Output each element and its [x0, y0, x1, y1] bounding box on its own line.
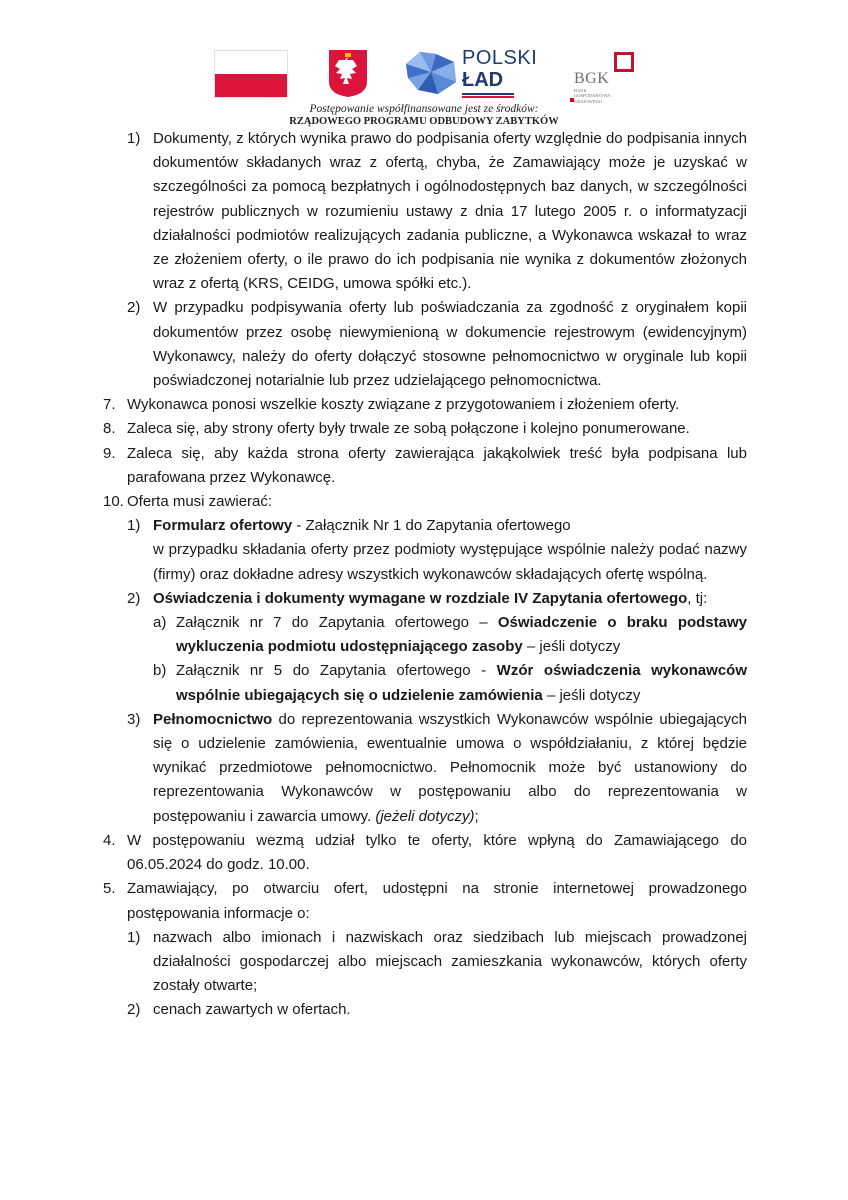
list-item: 8. Zaleca się, aby strony oferty były trwale ze sobą połączone i kolejno ponumerowane. — [103, 420, 690, 438]
list-item: 9. Zaleca się, aby każda strona oferty zawierająca jakąkolwiek treść była podpisana lub parafowana przez Wykonawcę. — [103, 444, 747, 486]
page-header — [0, 46, 848, 106]
list-item: 1) Formularz ofertowy - Załącznik Nr 1 do Zapytania ofertowego w przypadku składania oferty przez podmioty występujące wspólnie należy podać nazwy (firmy) oraz dokładne adresy wszystkich wykonawców składających ofertę wspólną. — [127, 517, 747, 583]
polski-lad-wordmark: POLSKI ŁAD — [462, 48, 537, 98]
list-item: 7. Wykonawca ponosi wszelkie koszty związane z przygotowaniem i złożeniem oferty. — [103, 396, 680, 414]
list-item: a) Załącznik nr 7 do Zapytania ofertowego – Oświadczenie o braku podstawy wykluczenia podmiotu udostępniającego zasoby – jeśli dotyczy — [153, 614, 748, 656]
list-item: 3) Pełnomocnictwo do reprezentowania wszystkich Wykonawców wspólnie ubiegających się o udzielenie zamówienia, ewentualnie umowa o współdziałaniu, z której będzie wynikać przedmiotowe pełnomocnictwo. Pełnomocnik może być ustanowiony do reprezentowania Wykonawców w postępowaniu albo do reprezentowania w postępowaniu i zawarcia umowy. (jeżeli dotyczy); — [127, 710, 747, 825]
list-item: 1) Dokumenty, z których wynika prawo do podpisania oferty względnie do podpisania innych dokumentów składanych wraz z ofertą, chyba, że Zamawiający może je uzyskać w szczególności za pomocą bezpłatnych i ogólnodostępnych baz danych, w szczególności rejestrów publicznych w rozumieniu ustawy z dnia 17 lutego 2005 r. o informatyzacji działalności podmiotów realizujących zadania publiczne, a Wykonawca wskazał to wraz ze złożeniem oferty, o ile prawo do ich podpisania nie wynika z dokumentów złożonych wraz z ofertą (KRS, CEIDG, umowa spółki etc.). — [127, 130, 747, 293]
polski-lad-logo-icon — [404, 50, 458, 96]
list-item: 2) cenach zawartych w ofertach. — [127, 1001, 351, 1019]
list-item: 1) nazwach albo imionach i nazwiskach oraz siedzibach lub miejscach prowadzonej działalności gospodarczej albo miejscach zamieszkania wykonawców, których oferty zostały otwarte; — [127, 928, 747, 995]
list-item: 2) Oświadczenia i dokumenty wymagane w rozdziale IV Zapytania ofertowego, tj: — [127, 589, 708, 607]
list-item: 10. Oferta musi zawierać: — [103, 493, 273, 511]
polish-emblem-icon — [327, 48, 369, 98]
polish-flag-icon — [214, 50, 288, 98]
list-item: 4. W postępowaniu wezmą udział tylko te oferty, które wpłyną do Zamawiającego do 06.05.2024 do godz. 10.00. — [103, 831, 747, 874]
list-item: b) Załącznik nr 5 do Zapytania ofertowego - Wzór oświadczenia wykonawców wspólnie ubiegających się o udzielenie zamówienia – jeśli dotyczy — [153, 662, 747, 704]
document-body — [0, 127, 848, 1023]
funding-note: Postępowanie współfinansowane jest ze środków: RZĄDOWEGO PROGRAMU ODBUDOWY ZABYTKÓW — [289, 103, 559, 127]
bgk-logo: BGK BANK GOSPODARSTWA KRAJOWEGO — [570, 52, 640, 112]
bgk-square-icon — [614, 52, 634, 72]
list-item: 2) W przypadku podpisywania oferty lub poświadczania za zgodność z oryginałem kopii dokumentów przez osobę niewymienioną w dokumencie rejestrowym (ewidencyjnym) Wykonawcy, należy do oferty dołączyć stosowne pełnomocnictwo w oryginale lub kopii poświadczonej notarialnie lub przez udzielającego pełnomocnictwa. — [127, 299, 747, 390]
list-item: 5. Zamawiający, po otwarciu ofert, udostępni na stronie internetowej prowadzonego postępowania informacje o: — [103, 880, 747, 922]
